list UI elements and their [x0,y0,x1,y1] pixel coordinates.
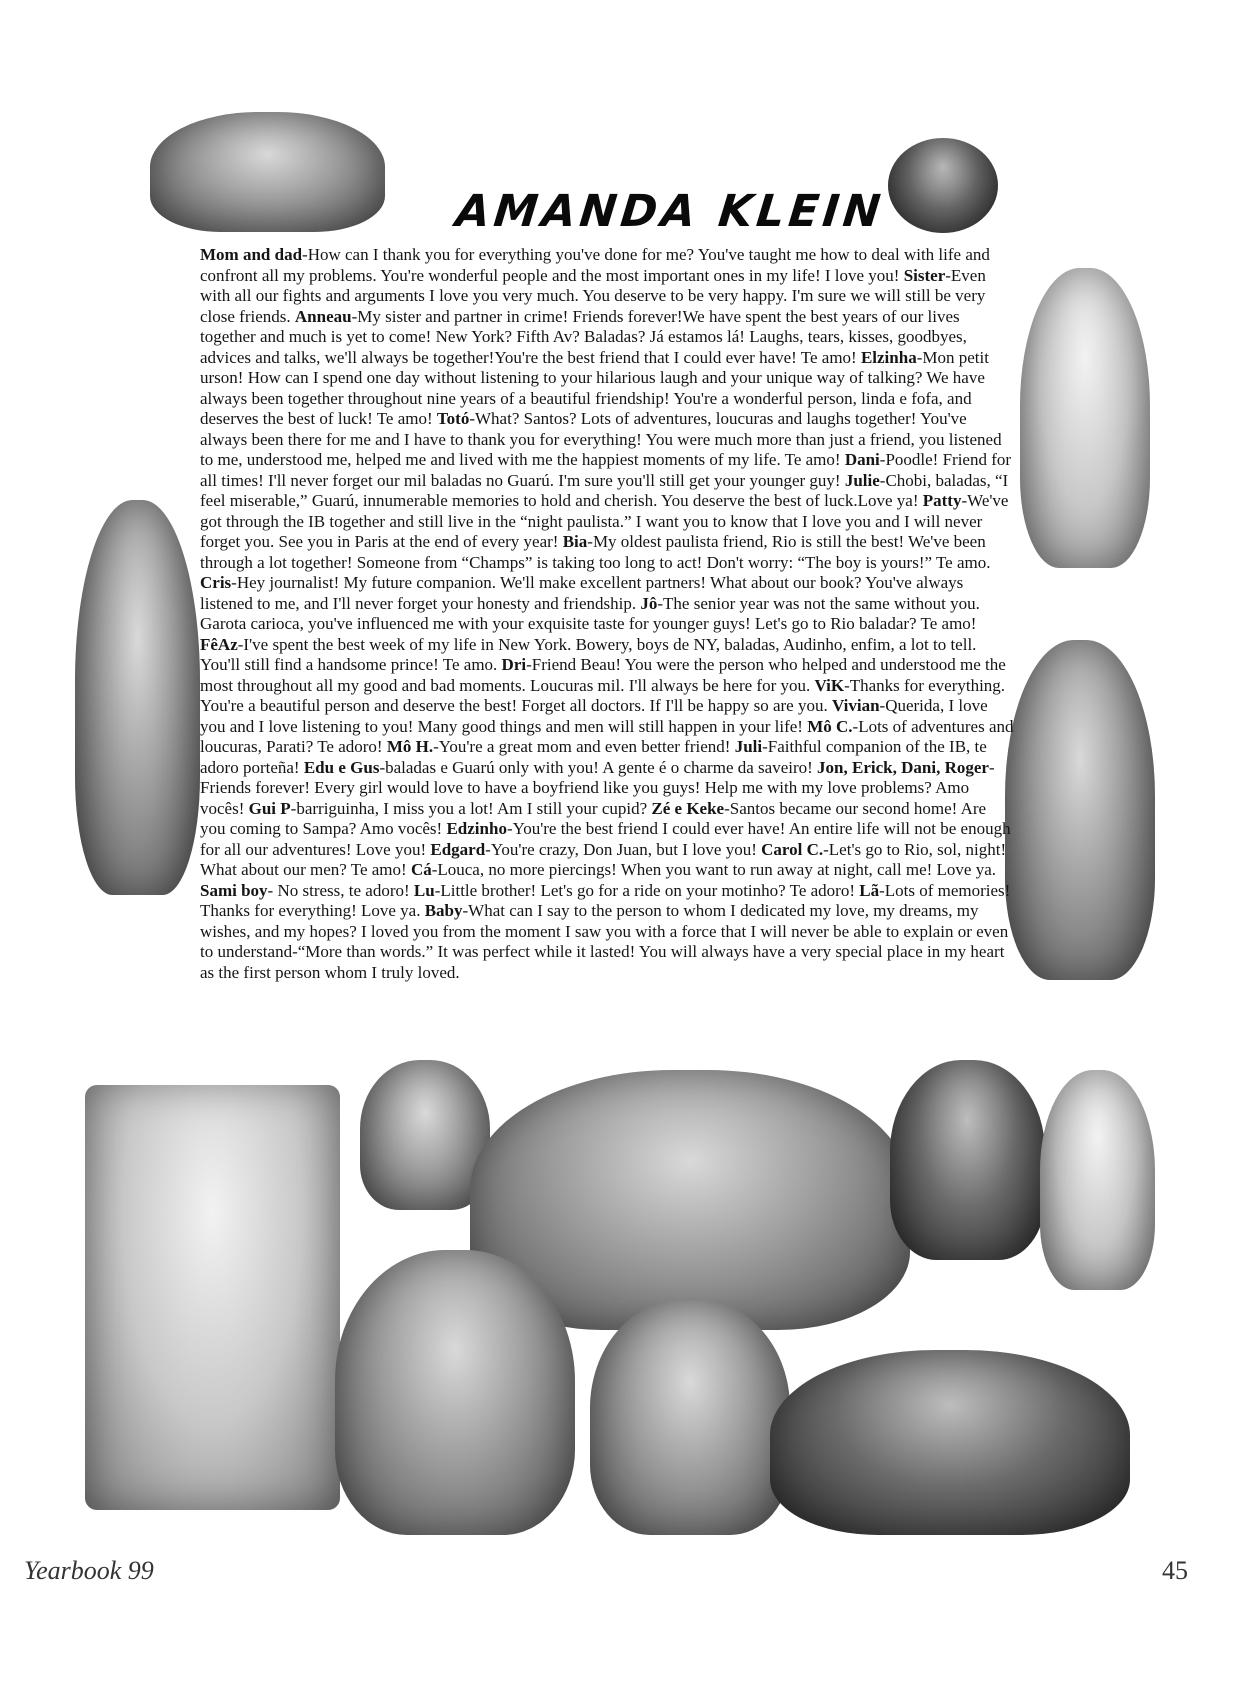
message-text: -Santos became our second home! Are you coming to Sampa? Amo vocês! [200,798,987,838]
photo-girl-right [1020,268,1150,568]
dedication-paragraph [200,245,1015,983]
photo-two-girls-top [150,112,385,232]
message-text: -Friend Beau! You were the person who helped and understood me the most throughout all my good and bad moments. Loucuras mil. I'll always be here for you. [200,655,1006,695]
recipient-name: Zé e Keke [651,798,725,818]
photo-girl-bunny-ears [75,500,200,895]
recipient-name: Cá [410,860,432,879]
message-text: -My sister and partner in crime! Friends forever!We have spent the best years of our lives together and much is yet to come! New York? Fifth Av? Baladas? Já estamos lá! Laughs, tears, kisses, goodbyes, advices and talks, we'll always be together!You're the best friend that I could ever have! Te amo! [200,306,967,367]
recipient-name: Vivian [831,696,880,715]
message-text: -The senior year was not the same without you. Garota carioca, you've influenced me with your exquisite taste for younger guys! Let's go to Rio baladar? Te amo! [200,593,980,633]
message-text: -What can I say to the person to whom I dedicated my love, my dreams, my wishes, and my hopes? I loved you from the moment I saw you with a force that I will never be able to explain or even to understand-“More than words.” It was perfect while it lasted! You will always have a very special place in my heart as the first person whom I truly loved. [200,901,1009,982]
message-text: -Louca, no more piercings! When you want to run away at night, call me! Love ya. [431,860,996,879]
message-text: -How can I thank you for everything you've done for me? You've taught me how to deal with life and confront all my problems. You're wonderful people and the most important ones in my life! I love you! [200,245,990,285]
recipient-name: Mom and dad [200,245,303,264]
recipient-name: Dani [844,450,880,469]
recipient-name: Patty [922,491,962,510]
photo-couple-bottom [335,1250,575,1535]
message-text: -Poodle! Friend for all times! I'll never forget our mil baladas no Guarú. I'm sure you'll still get your younger guy! [200,450,1012,490]
message-text: -Chobi, baladas, “I feel miserable,” Guarú, innumerable memories to hold and cherish. You deserve the best of luck.Love ya! [200,470,1009,510]
photo-parents [85,1085,340,1510]
message-text: -Even with all our fights and arguments I love you very much. You deserve to be very happy. I'm sure we will still be very close friends. [200,265,986,326]
recipient-name: Carol C. [761,839,824,859]
recipient-name: Lu [413,880,435,900]
message-text: -Hey journalist! My future companion. We'll make excellent partners! What about our book? You've always listened to me, and I'll never forget your honesty and friendship. [200,573,964,613]
photo-two-girls-right [1005,640,1155,980]
message-text: -barriguinha, I miss you a lot! Am I still your cupid? [290,798,652,818]
recipient-name: Edzinho [446,819,507,838]
recipient-name: Jon, Erick, Dani, Roger [817,757,989,777]
recipient-name: FêAz [200,634,238,654]
photo-girl-far-right [1040,1070,1155,1290]
message-text: -Little brother! Let's go for a ride on your motinho? Te adoro! [434,880,860,900]
recipient-name: Totó [436,409,470,428]
page-title: AMANDA KLEIN [453,186,887,237]
message-text: -Friends forever! Every girl would love to have a boyfriend like you guys! Help me with my love problems? Amo vocês! [200,757,995,818]
recipient-name: Jô [640,593,658,613]
message-text: -My oldest paulista friend, Rio is still the best! We've been through a lot together! Someone from “Champs” is taking too long to act! Don't worry: “The boy is yours!” Te amo. [200,532,991,572]
yearbook-label: Yearbook 99 [24,1556,154,1585]
message-text: -You're a great mom and even better friend! [433,737,735,756]
recipient-name: Sister [903,265,946,285]
recipient-name: Mô H. [386,737,434,756]
message-text: -Mon petit urson! How can I spend one day without listening to your hilarious laugh and your unique way of talking? We have always been together throughout nine years of a beautiful friendship! You're a wonderful person, linda e fofa, and deserves the best of luck! Te amo! [200,347,989,428]
recipient-name: Lã [859,880,880,900]
message-text: -Querida, I love you and I love listening to you! Many good things and men will still happen in your life! [200,696,988,736]
recipient-name: Anneau [294,306,352,326]
message-text: -You're crazy, Don Juan, but I love you! [485,839,762,859]
recipient-name: Baby [424,901,463,920]
photo-group-girls-bottom-right [770,1350,1130,1535]
recipient-name: Dri [501,655,527,674]
recipient-name: Cris [200,573,232,592]
recipient-name: Julie [844,470,880,490]
photo-boy-bottom [590,1300,790,1535]
message-text: -Lots of adventures and loucuras, Parati? Te adoro! [200,716,1014,756]
recipient-name: Sami boy [200,880,268,900]
message-text: -What? Santos? Lots of adventures, loucuras and laughs together! You've always been there for me and I have to thank you for everything! You were much more than just a friend, you listened to me, understood me, helped me and lived with me the happiest moments of my life. Te amo! [200,409,1002,469]
page-number: 45 [1162,1556,1188,1585]
message-text: -Thanks for everything. You're a beautiful person and deserve the best! Forget all doctors. If I'll be happy so are you. [200,675,1006,715]
message-text: -Faithful companion of the IB, te adoro porteña! [200,737,987,777]
recipient-name: Bia [562,532,588,551]
recipient-name: Edgard [430,839,486,859]
message-text: -We've got through the IB together and still live in the “night paulista.” I want you to know that I love you and I will never forget you. See you in Paris at the end of every year! [200,491,1009,551]
recipient-name: Juli [734,737,763,756]
recipient-name: Edu e Gus [303,757,380,777]
message-text: -You're the best friend I could ever have! An entire life will not be enough for all our adventures! Love you! [200,819,1011,859]
recipient-name: Elzinha [860,347,917,367]
dedication-text [200,245,1015,983]
recipient-name: Gui P [248,798,291,818]
message-text: -I've spent the best week of my life in New York. Bowery, boys de NY, baladas, Audinho, enfim, a lot to tell. You'll still find a handsome prince! Te amo. [200,634,977,674]
photo-girls-sunglasses [890,1060,1045,1260]
message-text: -Let's go to Rio, sol, night! What about our men? Te amo! [200,839,1007,879]
recipient-name: ViK [814,675,845,695]
message-text: -baladas e Guarú only with you! A gente é o charme da saveiro! [379,757,818,777]
message-text: -Lots of memories! Thanks for everything! Love ya. [200,880,1011,920]
teddy-bear-photo [888,138,998,233]
message-text: - No stress, te adoro! [267,880,414,900]
recipient-name: Mô C. [807,716,853,736]
